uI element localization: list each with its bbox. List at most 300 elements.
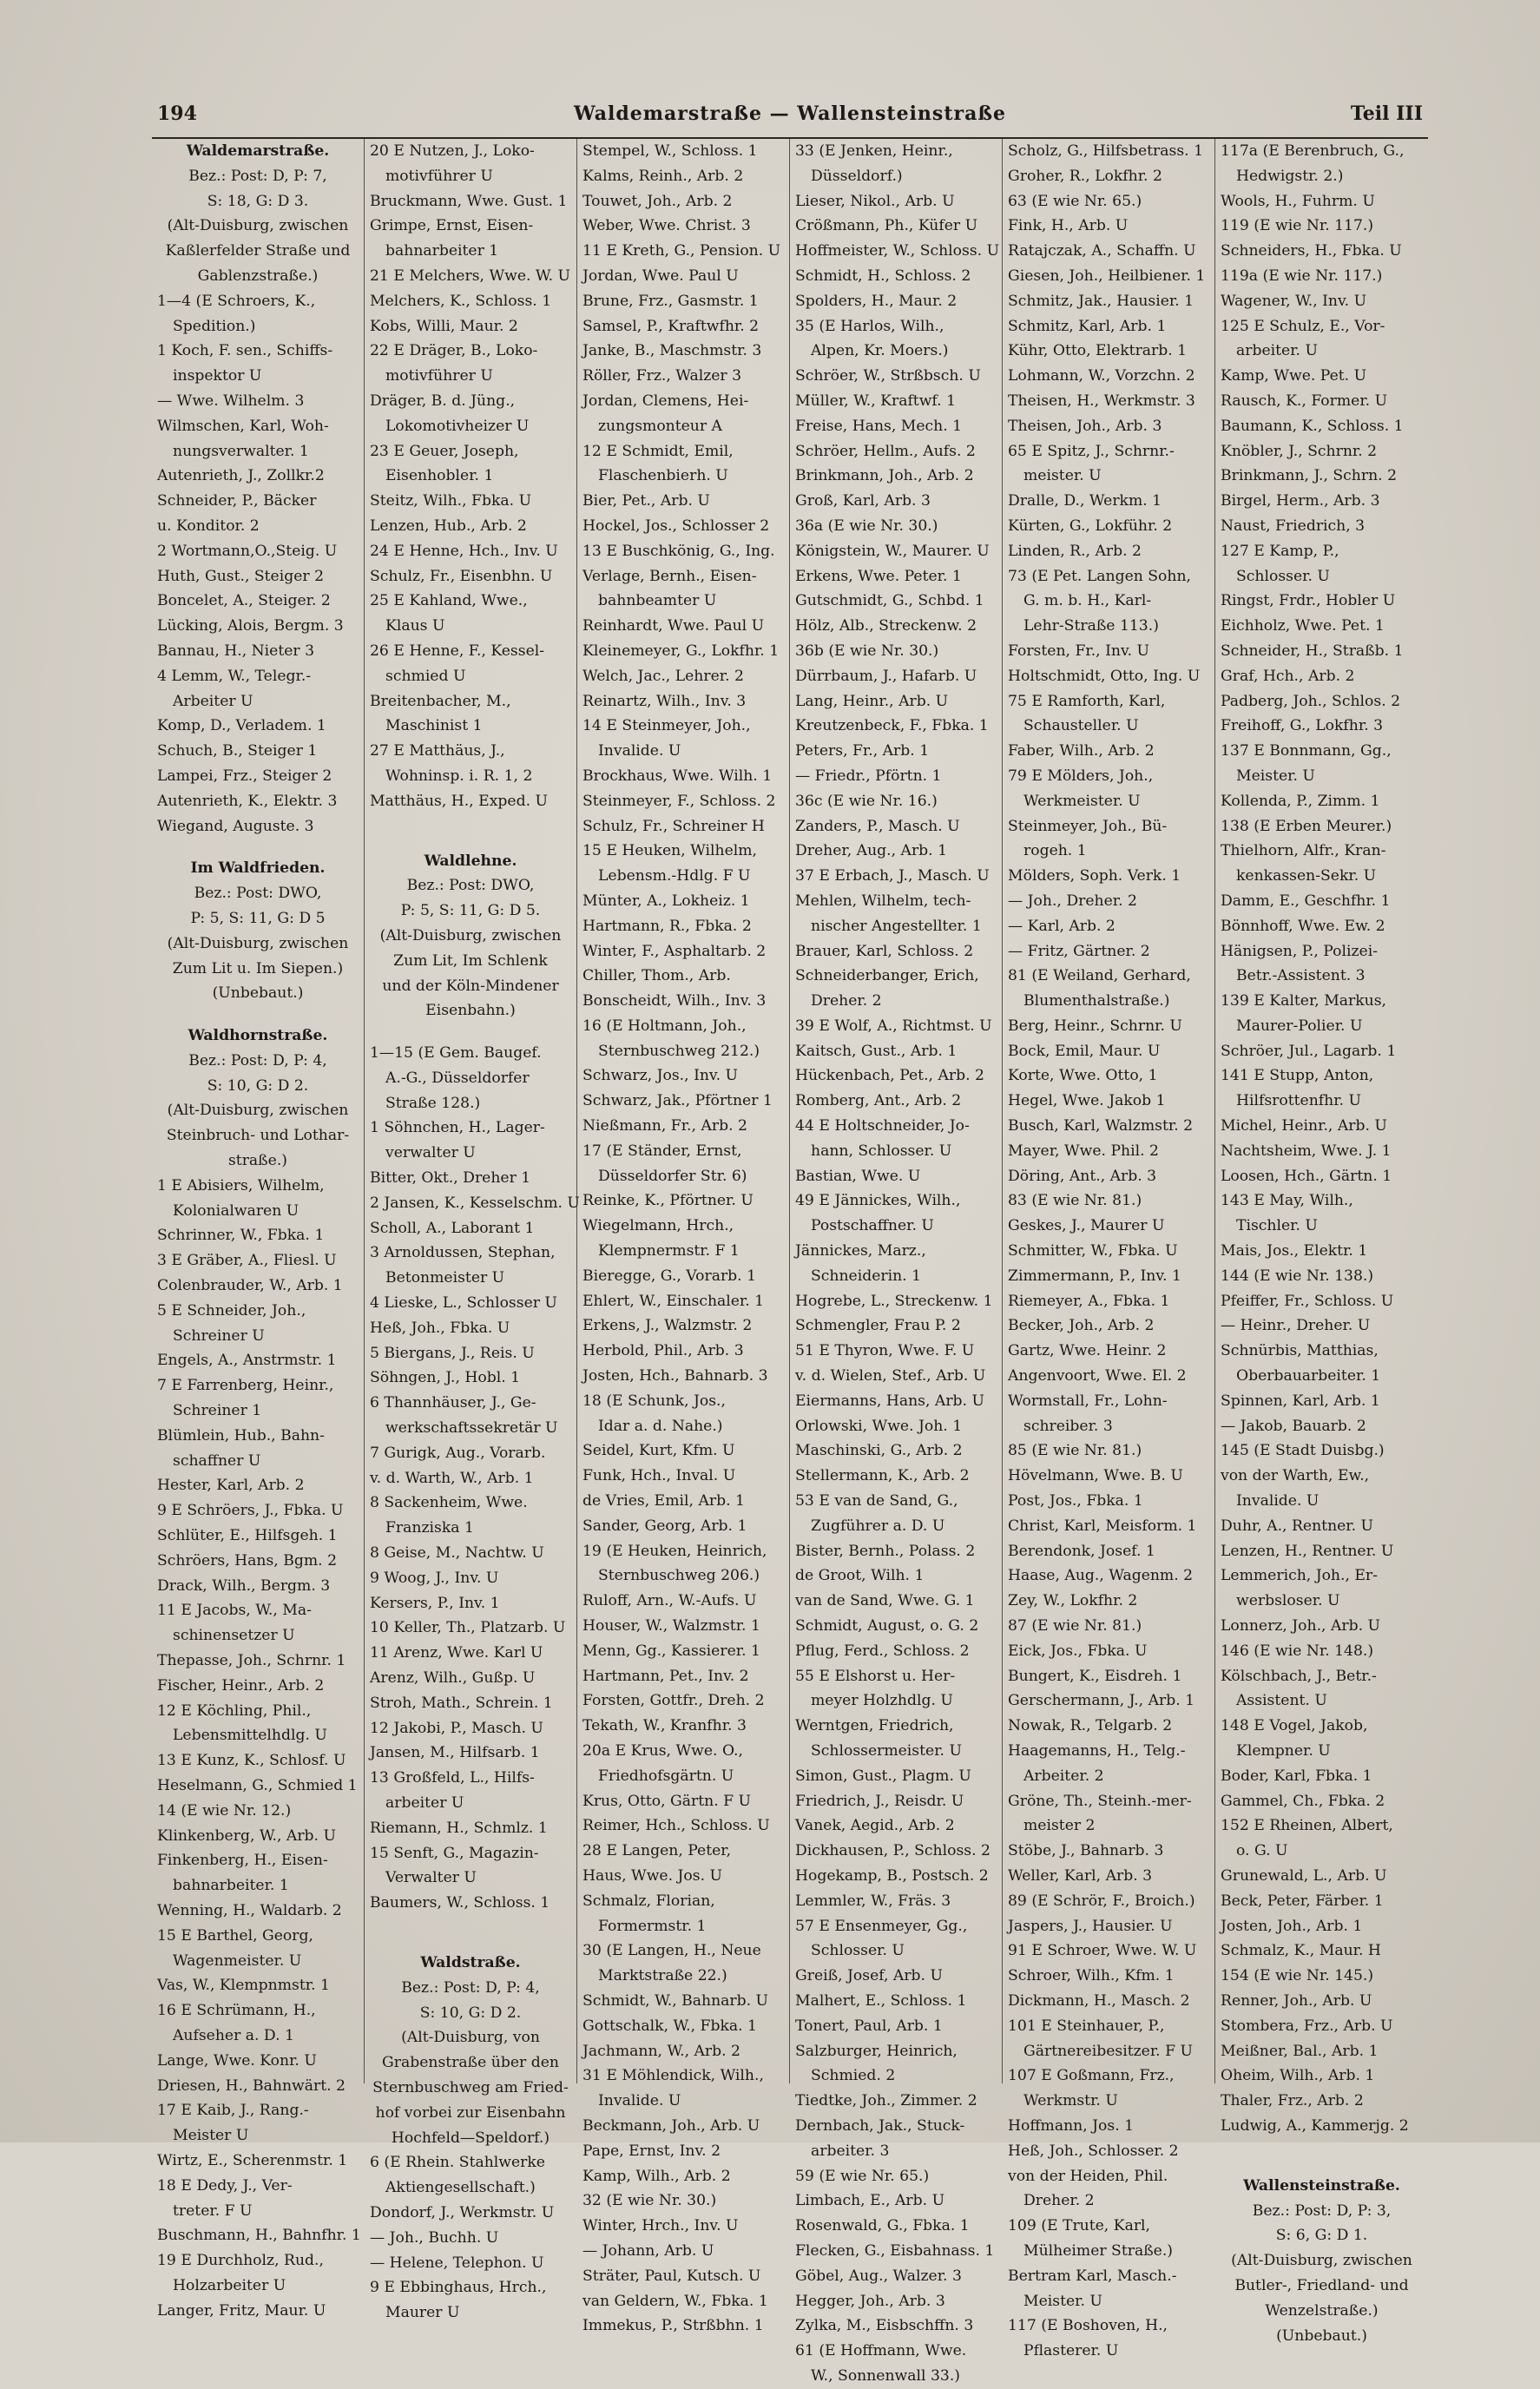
directory-line: 137 E Bonnmann, Gg., [1221,742,1392,760]
directory-line: Kühr, Otto, Elektrarb. 1 [1008,342,1188,360]
directory-line: meyer Holzhdlg. U [811,1692,953,1710]
directory-line: Hänigsen, P., Polizei- [1221,942,1379,960]
directory-line: Schulz, Fr., Eisenbhn. U [370,567,553,585]
directory-line: Vanek, Aegid., Arb. 2 [795,1817,955,1835]
directory-line: Funk, Hch., Inval. U [582,1467,736,1485]
directory-line: Schröer, Hellm., Aufs. 2 [795,442,976,460]
directory-line: Müller, W., Kraftwf. 1 [795,392,957,410]
street-heading: Waldemarstraße. [186,142,330,160]
directory-line: 139 E Kalter, Markus, [1221,992,1387,1010]
directory-line: Theisen, Joh., Arb. 3 [1008,417,1162,435]
directory-line: Dräger, B. d. Jüng., [370,392,516,410]
directory-line: Wiegelmann, Hrch., [582,1217,734,1235]
directory-line: 1 Söhnchen, H., Lager- [370,1119,545,1137]
directory-line: Jachmann, W., Arb. 2 [582,2042,740,2060]
directory-line: Grunewald, L., Arb. U [1221,1866,1387,1885]
directory-line: Kobs, Willi, Maur. 2 [370,317,518,335]
directory-line: 9 E Schröers, J., Fbka. U [157,1502,344,1520]
directory-line: Gröne, Th., Steinh.-mer- [1008,1792,1192,1810]
directory-line: Sander, Georg, Arb. 1 [582,1517,747,1535]
directory-line: Boncelet, A., Steiger. 2 [157,592,331,610]
directory-line: Linden, R., Arb. 2 [1008,542,1142,560]
page-header [152,97,1428,139]
directory-line: 31 E Möhlendick, Wilh., [582,2067,764,2085]
directory-line: (Alt-Duisburg, zwischen [167,1102,349,1120]
directory-line: Groß, Karl, Arb. 3 [795,492,931,510]
directory-line: Pflasterer. U [1023,2342,1119,2360]
directory-line: 18 (E Schunk, Jos., [582,1392,726,1410]
directory-line: Brune, Frz., Gasmstr. 1 [582,292,759,310]
directory-line: Lehr-Straße 113.) [1023,617,1159,635]
column-5 [1003,139,1215,2360]
directory-line: Kaßlerfelder Straße und [165,242,351,260]
directory-line: Hegel, Wwe. Jakob 1 [1008,1092,1166,1110]
directory-line: Grabenstraße über den [382,2054,559,2072]
directory-line: Lebensmittelhdlg. U [173,1727,327,1745]
directory-line: hann, Schlosser. U [811,1142,952,1160]
directory-line: Bastian, Wwe. U [795,1167,921,1185]
directory-line: Bister, Bernh., Polass. 2 [795,1542,976,1560]
directory-line: Thaler, Frz., Arb. 2 [1221,2092,1364,2110]
directory-line: Rosenwald, G., Fbka. 1 [795,2217,970,2235]
directory-line: Kersers, P., Inv. 1 [370,1594,500,1612]
directory-line: Heß, Joh., Schlosser. 2 [1008,2142,1179,2160]
directory-line: Lemmler, W., Fräs. 3 [795,1892,951,1910]
directory-line: Schneiderbanger, Erich, [795,967,979,985]
directory-line: (Alt-Duisburg, zwischen [167,217,349,235]
directory-line: 154 (E wie Nr. 145.) [1221,1967,1374,1985]
directory-line: Sternbuschweg 212.) [598,1042,760,1060]
directory-line: Schlossermeister. U [811,1742,962,1760]
directory-line: Lange, Wwe. Konr. U [157,2051,317,2070]
directory-line: Straße 128.) [385,1094,481,1112]
directory-line: Mölders, Soph. Verk. 1 [1008,867,1181,885]
directory-line: Riemann, H., Schmlz. 1 [370,1819,548,1837]
directory-line: Bönnhoff, Wwe. Ew. 2 [1221,917,1385,935]
directory-line: — Wwe. Wilhelm. 3 [157,392,305,410]
directory-line: Zum Lit, Im Schlenk [393,951,548,970]
directory-line: Zey, W., Lokfhr. 2 [1008,1592,1138,1610]
directory-line: (Alt-Duisburg, von [401,2029,540,2047]
directory-line: Bez.: Post: DWO, [406,877,535,895]
directory-line: Bruckmann, Wwe. Gust. 1 [370,192,568,210]
directory-line: werkschaftssekretär U [385,1419,558,1438]
directory-line: Grimpe, Ernst, Eisen- [370,217,534,235]
directory-line: Vas, W., Klempnmstr. 1 [157,1977,330,1995]
directory-line: Wohninsp. i. R. 1, 2 [385,767,533,785]
directory-line: straße.) [227,1152,287,1170]
directory-line: 15 E Heuken, Wilhelm, [582,842,758,860]
directory-line: 14 (E wie Nr. 12.) [157,1801,292,1820]
directory-line: Friedrich, J., Reisdr. U [795,1792,964,1810]
directory-line: Betonmeister U [385,1269,505,1287]
directory-line: Sträter, Paul, Kutsch. U [582,2267,761,2285]
directory-line: de Vries, Emil, Arb. 1 [582,1492,745,1510]
directory-line: Reinhardt, Wwe. Paul U [582,617,765,635]
directory-line: Schreiner U [173,1326,265,1345]
directory-line: Schröer, Jul., Lagarb. 1 [1221,1042,1397,1060]
directory-line: Kalms, Reinh., Arb. 2 [582,167,744,185]
directory-line: Knöbler, J., Schrnr. 2 [1221,442,1378,460]
directory-line: 12 E Schmidt, Emil, [582,442,734,460]
directory-line: von der Warth, Ew., [1221,1467,1370,1485]
directory-line: 75 E Ramforth, Karl, [1008,692,1166,710]
directory-line: 141 E Stupp, Anton, [1221,1067,1374,1085]
directory-line: Hedwigstr. 2.) [1236,167,1344,185]
directory-line: Münter, A., Lokheiz. 1 [582,892,750,910]
directory-line: Hoffmeister, W., Schloss. U [795,242,1000,260]
directory-line: und der Köln-Mindener [382,977,559,995]
directory-line: 101 E Steinhauer, P., [1008,2017,1165,2035]
directory-line: A.-G., Düsseldorfer [385,1069,530,1087]
directory-line: Stellermann, K., Arb. 2 [795,1467,970,1485]
directory-line: 144 (E wie Nr. 138.) [1221,1267,1374,1285]
directory-line: Michel, Heinr., Arb. U [1221,1117,1387,1135]
directory-line: Salzburger, Heinrich, [795,2042,958,2060]
directory-line: 3 E Gräber, A., Fliesl. U [157,1252,337,1270]
directory-line: 11 E Kreth, G., Pension. U [582,242,781,260]
directory-line: 81 (E Weiland, Gerhard, [1008,967,1191,985]
directory-line: 4 Lemm, W., Telegr.- [157,667,312,685]
directory-line: Hochfeld—Speldorf.) [391,2129,550,2147]
directory-line: Tonert, Paul, Arb. 1 [795,2017,943,2035]
directory-line: 36b (E wie Nr. 30.) [795,642,939,660]
directory-line: Werkmstr. U [1023,2092,1118,2110]
directory-line: Pflug, Ferd., Schloss. 2 [795,1642,970,1660]
directory-line: Maschinist 1 [385,717,483,735]
directory-line: Chiller, Thom., Arb. [582,967,731,985]
directory-line: Orlowski, Wwe. Joh. 1 [795,1417,963,1435]
directory-line: Düsseldorf.) [811,167,903,185]
directory-line: 117 (E Boshoven, H., [1008,2317,1168,2335]
directory-line: Schulz, Fr., Schreiner H [582,817,765,835]
directory-line: Malhert, E., Schloss. 1 [795,1991,967,2010]
directory-line: Mehlen, Wilhelm, tech- [795,892,971,910]
directory-line: Invalide. U [1236,1492,1320,1510]
directory-line: 13 E Buschkönig, G., Ing. [582,542,775,560]
directory-line: (Alt-Duisburg, zwischen [379,926,562,944]
directory-line: Aufseher a. D. 1 [173,2026,294,2044]
directory-line: 1—4 (E Schroers, K., [157,292,316,310]
directory-line: Schwarz, Jak., Pförtner 1 [582,1092,773,1110]
directory-line: 127 E Kamp, P., [1221,542,1339,560]
directory-line: Wagenmeister. U [173,1951,302,1970]
directory-line: 79 E Mölders, Joh., [1008,767,1154,785]
directory-line: inspektor U [173,367,262,385]
directory-line: Breitenbacher, M., [370,692,511,710]
directory-line: S: 18, G: D 3. [207,192,309,210]
directory-line: van Geldern, W., Fbka. 1 [582,2292,768,2310]
directory-line: Lücking, Alois, Bergm. 3 [157,617,344,635]
directory-line: Jaspers, J., Hausier. U [1008,1917,1173,1935]
spacer [370,814,571,832]
directory-line: Bieregge, G., Vorarb. 1 [582,1267,757,1285]
directory-line: Birgel, Herm., Arb. 3 [1221,492,1380,510]
directory-line: Oheim, Wilh., Arb. 1 [1221,2067,1375,2085]
directory-line: Angenvoort, Wwe. El. 2 [1008,1367,1187,1385]
directory-line: Wools, H., Fuhrm. U [1221,192,1375,210]
directory-line: Rausch, K., Former. U [1221,392,1388,410]
directory-line: Aktiengesellschaft.) [385,2179,536,2197]
directory-line: Berendonk, Josef. 1 [1008,1542,1155,1560]
directory-line: Hester, Karl, Arb. 2 [157,1477,305,1495]
directory-line: Verlage, Bernh., Eisen- [582,567,757,585]
directory-line: Immekus, P., Strßbhn. 1 [582,2317,764,2335]
directory-line: Schlosser. U [811,1942,905,1960]
directory-line: Sternbuschweg am Fried- [372,2078,569,2096]
directory-line: Wormstall, Fr., Lohn- [1008,1392,1168,1410]
directory-line: Ringst, Frdr., Hobler U [1221,592,1396,610]
directory-line: Kürten, G., Lokführ. 2 [1008,517,1173,535]
spacer [370,1916,571,1933]
directory-line: Winter, F., Asphaltarb. 2 [582,942,767,960]
directory-line: Schmitz, Karl, Arb. 1 [1008,317,1167,335]
directory-line: Reinke, K., Pförtner. U [582,1192,754,1210]
directory-line: Jansen, M., Hilfsarb. 1 [370,1744,540,1762]
directory-line: Lampei, Frz., Steiger 2 [157,767,332,785]
directory-line: Schröers, Hans, Bgm. 2 [157,1551,338,1570]
directory-line: Weber, Wwe. Christ. 3 [582,217,751,235]
directory-line: meister 2 [1023,1817,1096,1835]
directory-line: Nießmann, Fr., Arb. 2 [582,1117,747,1135]
directory-line: S: 10, G: D 2. [207,1076,309,1095]
directory-line: — Johann, Arb. U [582,2241,714,2260]
directory-line: Christ, Karl, Meisform. 1 [1008,1517,1197,1535]
directory-line: Forsten, Fr., Inv. U [1008,642,1150,660]
directory-line: Schmitter, W., Fbka. U [1008,1242,1178,1260]
directory-line: Verwalter U [385,1869,477,1887]
directory-line: Haus, Wwe. Jos. U [582,1866,722,1885]
directory-line: Weller, Karl, Arb. 3 [1008,1866,1153,1885]
directory-line: Huth, Gust., Steiger 2 [157,567,325,585]
directory-line: Jännickes, Marz., [795,1242,926,1260]
spacer [1221,2156,1423,2174]
directory-line: 26 E Henne, F., Kessel- [370,642,545,660]
directory-line: Wiegand, Auguste. 3 [157,817,314,835]
directory-line: Brinkmann, Joh., Arb. 2 [795,467,974,485]
directory-line: Riemeyer, A., Fbka. 1 [1008,1292,1170,1310]
directory-line: Jordan, Wwe. Paul U [582,267,739,285]
directory-line: Schausteller. U [1023,717,1139,735]
directory-line: Lonnerz, Joh., Arb. U [1221,1617,1381,1635]
directory-line: 7 E Farrenberg, Heinr., [157,1377,334,1395]
directory-line: Houser, W., Walzmstr. 1 [582,1617,760,1635]
directory-line: Bez.: Post: D, P: 7, [188,167,327,185]
directory-line: Klempnermstr. F 1 [598,1242,740,1260]
directory-line: Göbel, Aug., Walzer. 3 [795,2267,962,2285]
directory-line: Berg, Heinr., Schrnr. U [1008,1017,1182,1035]
directory-line: 14 E Steinmeyer, Joh., [582,717,751,735]
directory-line: Maurer U [385,2304,460,2322]
directory-line: kenkassen-Sekr. U [1236,867,1377,885]
directory-line: Döring, Ant., Arb. 3 [1008,1167,1157,1185]
directory-line: Wagener, W., Inv. U [1221,292,1367,310]
directory-line: Forsten, Gottfr., Dreh. 2 [582,1692,765,1710]
directory-line: 17 (E Ständer, Ernst, [582,1142,742,1160]
directory-line: Groher, R., Lokfhr. 2 [1008,167,1162,185]
street-heading: Waldstraße. [420,1953,521,1971]
directory-line: 2 Wortmann,O.,Steig. U [157,542,338,560]
directory-line: v. d. Warth, W., Arb. 1 [370,1469,534,1487]
directory-line: — Heinr., Dreher. U [1221,1317,1371,1335]
directory-line: 5 Biergans, J., Reis. U [370,1344,535,1362]
directory-line: 73 (E Pet. Langen Sohn, [1008,567,1192,585]
directory-line: arbeiter. U [1236,342,1318,360]
directory-line: Wilmschen, Karl, Woh- [157,417,329,435]
directory-line: Mayer, Wwe. Phil. 2 [1008,1142,1159,1160]
directory-line: 152 E Rheinen, Albert, [1221,1817,1393,1835]
directory-line: Seidel, Kurt, Kfm. U [582,1442,735,1460]
directory-line: Brockhaus, Wwe. Wilh. 1 [582,767,773,785]
directory-line: Romberg, Ant., Arb. 2 [795,1092,962,1110]
directory-line: Hockel, Jos., Schlosser 2 [582,517,770,535]
directory-line: 17 E Kaib, J., Rang.- [157,2102,309,2120]
directory-line: P: 5, S: 11, G: D 5. [400,902,541,920]
directory-line: Faber, Wilh., Arb. 2 [1008,742,1155,760]
directory-line: Lokomotivheizer U [385,417,530,435]
directory-line: 24 E Henne, Hch., Inv. U [370,542,558,560]
directory-line: Kreutzenbeck, F., Fbka. 1 [795,717,989,735]
directory-line: Bez.: Post: D, P: 4, [401,1978,540,1997]
directory-line: Zimmermann, P., Inv. 1 [1008,1267,1181,1285]
directory-line: (Alt-Duisburg, zwischen [167,934,349,952]
directory-line: Autenrieth, J., Zollkr.2 [157,467,325,485]
directory-line: 61 (E Hoffmann, Wwe. [795,2342,967,2360]
directory-line: bahnarbeiter 1 [385,242,499,260]
directory-line: Schlosser. U [1236,567,1330,585]
directory-line: Fischer, Heinr., Arb. 2 [157,1676,325,1695]
directory-line: Meißner, Bal., Arb. 1 [1221,2042,1379,2060]
directory-line: 51 E Thyron, Wwe. F. U [795,1342,975,1360]
directory-line: von der Heiden, Phil. [1008,2167,1168,2185]
directory-line: Assistent. U [1236,1692,1327,1710]
directory-line: 28 E Langen, Peter, [582,1842,732,1860]
directory-line: 15 E Barthel, Georg, [157,1926,313,1945]
directory-line: Geskes, J., Maurer U [1008,1217,1165,1235]
directory-line: Gutschmidt, G., Schbd. 1 [795,592,984,610]
columns-container [152,139,1428,2385]
directory-line: Pfeiffer, Fr., Schloss. U [1221,1292,1394,1310]
directory-line: Heß, Joh., Fbka. U [370,1319,510,1337]
directory-line: motivführer U [385,367,493,385]
directory-line: nischer Angestellter. 1 [811,917,982,935]
directory-line: 125 E Schulz, E., Vor- [1221,317,1385,335]
directory-line: Bertram Karl, Masch.- [1008,2267,1177,2285]
directory-line: Bungert, K., Eisdreh. 1 [1008,1667,1182,1685]
directory-line: Thielhorn, Alfr., Kran- [1221,842,1386,860]
directory-line: Schnürbis, Matthias, [1221,1342,1379,1360]
directory-line: G. m. b. H., Karl- [1023,592,1152,610]
directory-line: Lebensm.-Hdlg. F U [598,867,751,885]
directory-line: van de Sand, Wwe. G. 1 [795,1592,975,1610]
directory-line: Arbeiter U [173,692,253,710]
directory-line: Dreher. 2 [1023,2192,1095,2210]
directory-line: 11 Arenz, Wwe. Karl U [370,1644,543,1662]
column-3 [577,139,790,2335]
directory-line: 36a (E wie Nr. 30.) [795,517,938,535]
directory-line: Loosen, Hch., Gärtn. 1 [1221,1167,1392,1185]
directory-line: Schmidt, August, o. G. 2 [795,1617,979,1635]
directory-line: 87 (E wie Nr. 81.) [1008,1617,1142,1635]
directory-line: Stempel, W., Schloss. 1 [582,142,758,160]
directory-line: 39 E Wolf, A., Richtmst. U [795,1017,992,1035]
directory-line: schmied U [385,667,466,685]
directory-line: Werntgen, Friedrich, [795,1717,954,1735]
directory-line: Dernbach, Jak., Stuck- [795,2116,965,2135]
directory-line: 27 E Matthäus, J., [370,742,505,760]
directory-line: Holtschmidt, Otto, Ing. U [1008,667,1201,685]
directory-line: Röller, Frz., Walzer 3 [582,367,742,385]
directory-line: Blumenthalstraße.) [1023,992,1170,1010]
directory-line: Hartmann, R., Fbka. 2 [582,917,752,935]
directory-line: (Unbebaut.) [1276,2326,1367,2345]
directory-line: 20 E Nutzen, J., Loko- [370,142,535,160]
directory-line: 119a (E wie Nr. 117.) [1221,267,1383,285]
directory-line: Bez.: Post: DWO, [194,885,322,903]
directory-line: Schmalz, K., Maur. H [1221,1942,1381,1960]
directory-line: Steinmeyer, Joh., Bü- [1008,817,1168,835]
directory-line: Bock, Emil, Maur. U [1008,1042,1161,1060]
directory-line: Hogrebe, L., Streckenw. 1 [795,1292,993,1310]
directory-line: 143 E May, Wilh., [1221,1192,1353,1210]
directory-line: Theisen, H., Werkmstr. 3 [1008,392,1195,410]
directory-line: Schuch, B., Steiger 1 [157,742,318,760]
directory-line: Buschmann, H., Bahnfhr. 1 [157,2227,361,2245]
directory-line: Matthäus, H., Exped. U [370,792,548,810]
directory-line: 13 Großfeld, L., Hilfs- [370,1769,535,1787]
directory-line: Schmengler, Frau P. 2 [795,1317,961,1335]
directory-line: 9 Woog, J., Inv. U [370,1569,499,1587]
directory-line: Erkens, J., Walzmstr. 2 [582,1317,753,1335]
directory-line: Wirtz, E., Scherenmstr. 1 [157,2151,348,2169]
directory-line: Gammel, Ch., Fbka. 2 [1221,1792,1385,1810]
directory-line: Lang, Heinr., Arb. U [795,692,949,710]
directory-line: Gartz, Wwe. Heinr. 2 [1008,1342,1167,1360]
directory-line: Thepasse, Joh., Schrnr. 1 [157,1652,346,1670]
spacer [1221,2139,1423,2156]
directory-line: Tiedtke, Joh., Zimmer. 2 [795,2092,977,2110]
directory-line: 20a E Krus, Wwe. O., [582,1742,743,1760]
directory-line: 25 E Kahland, Wwe., [370,592,528,610]
directory-line: Melchers, K., Schloss. 1 [370,292,552,310]
directory-line: 9 E Ebbinghaus, Hrch., [370,2279,547,2297]
directory-line: Schneiders, H., Fbka. U [1221,242,1402,260]
directory-line: 8 Sackenheim, Wwe. [370,1494,528,1512]
directory-line: Bier, Pet., Arb. U [582,492,710,510]
directory-line: Schmied. 2 [811,2067,896,2085]
directory-line: Hölz, Alb., Streckenw. 2 [795,617,977,635]
directory-line: Ludwig, A., Kammerjg. 2 [1221,2116,1409,2135]
directory-line: Kleinemeyer, G., Lokfhr. 1 [582,642,780,660]
directory-line: P: 5, S: 11, G: D 5 [190,909,326,927]
directory-line: Lieser, Nikol., Arb. U [795,192,955,210]
directory-line: Steitz, Wilh., Fbka. U [370,492,532,510]
directory-line: Blümlein, Hub., Bahn- [157,1426,325,1445]
directory-line: Giesen, Joh., Heilbiener. 1 [1008,267,1206,285]
directory-line: Eichholz, Wwe. Pet. 1 [1221,617,1385,635]
directory-line: Renner, Joh., Arb. U [1221,1991,1372,2010]
directory-line: S: 10, G: D 2. [419,2004,522,2022]
directory-line: Dralle, D., Werkm. 1 [1008,492,1162,510]
directory-line: 16 (E Holtmann, Joh., [582,1017,747,1035]
directory-line: 44 E Holtschneider, Jo- [795,1117,970,1135]
directory-line: Arenz, Wilh., Gußp. U [370,1669,536,1688]
directory-line: 146 (E wie Nr. 148.) [1221,1642,1374,1660]
directory-line: 91 E Schroer, Wwe. W. U [1008,1942,1197,1960]
directory-line: Welch, Jac., Lehrer. 2 [582,667,744,685]
directory-line: hof vorbei zur Eisenbahn [375,2103,566,2122]
directory-line: Meister. U [1236,767,1315,785]
